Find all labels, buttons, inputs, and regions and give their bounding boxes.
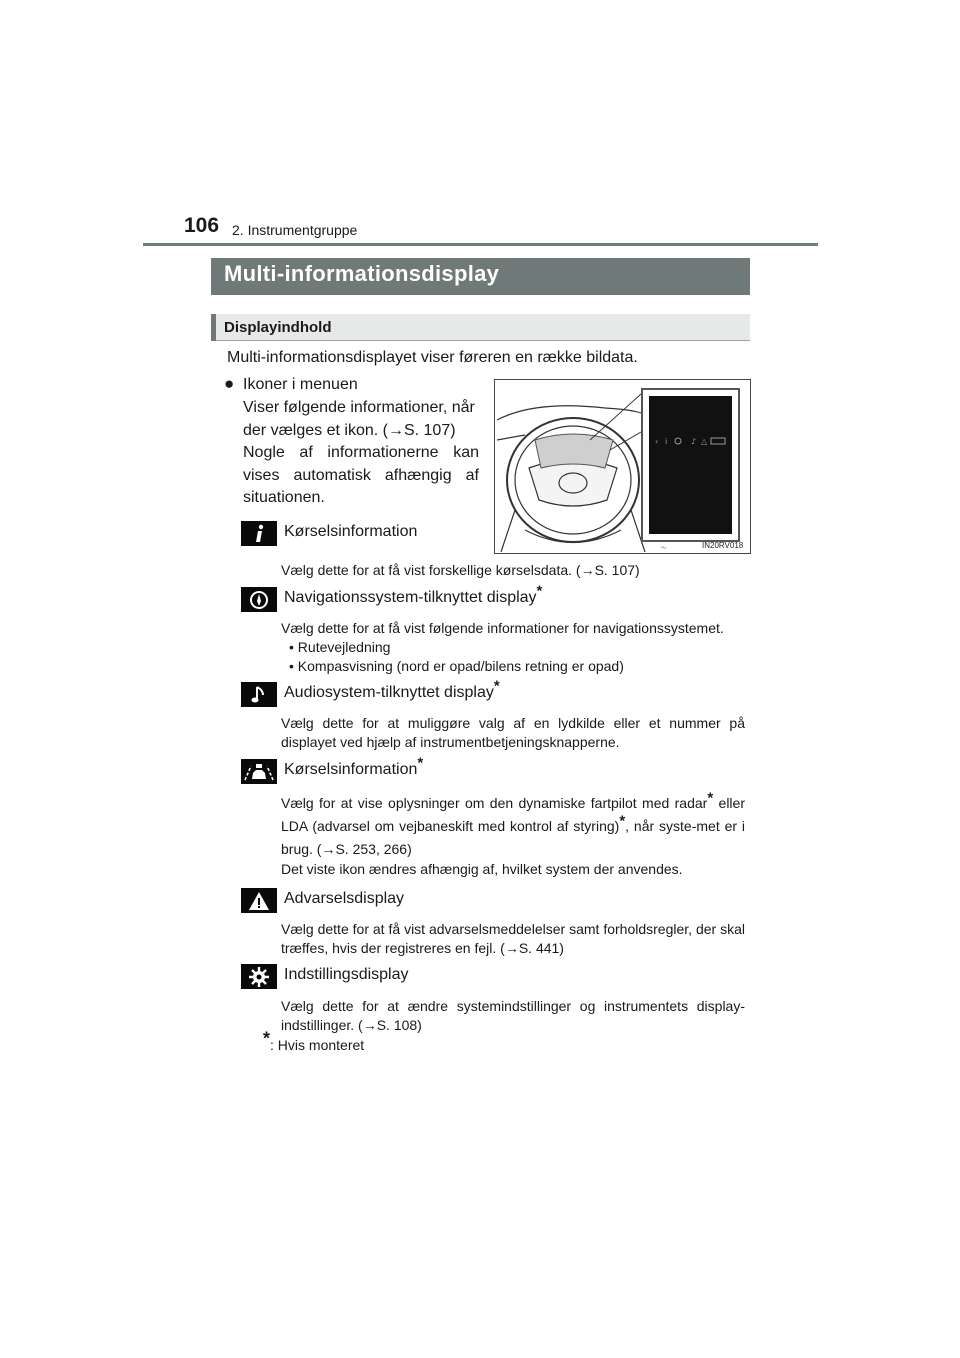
item-description: Vælg dette for at muliggøre valg af en lydkilde eller et nummer på displayet ved hjælp af instrumentbetjeningsknapperne. <box>281 715 745 750</box>
item-description: Vælg dette for at få vist forskellige kørselsdata. (→S. 107) <box>281 562 640 578</box>
footnote-star: * <box>417 754 424 772</box>
item-label: Advarselsdisplay <box>284 890 405 907</box>
display-menu-icons <box>649 396 732 534</box>
footnote-star: * <box>536 582 543 600</box>
item-description-text: Vælg for at vise oplysninger om den dynamiske fartpilot med radar <box>281 795 708 811</box>
item-label-text: Kørselsinformation <box>284 761 418 778</box>
bullet-desc-line: Nogle af informationerne kan <box>243 444 479 461</box>
sub-list <box>281 638 745 676</box>
item-label: Kørselsinformation <box>284 523 418 540</box>
bullet-marker: ● <box>224 374 235 393</box>
bullet-desc-line: vises automatisk afhængig af <box>243 466 479 484</box>
settings-gear-icon <box>241 964 277 989</box>
section-title: Multi-informationsdisplay <box>224 261 500 286</box>
footnote-star: * <box>619 812 626 830</box>
item-description <box>281 789 745 861</box>
item-label: Indstillingsdisplay <box>284 966 409 983</box>
footnote-star: * <box>493 677 500 695</box>
item-description <box>281 619 745 676</box>
item-label-text: Audiosystem-tilknyttet display <box>284 684 494 701</box>
footnote-star: * <box>263 1028 271 1049</box>
page-number: 106 <box>184 214 220 237</box>
item-label <box>284 677 500 702</box>
bullet-desc-line: Viser følgende informationer, når <box>243 399 475 416</box>
display-callout-frame <box>641 388 740 542</box>
display-screen <box>649 396 732 534</box>
item-label <box>284 582 543 607</box>
list-item: • Kompasvisning (nord er opad/bilens retning er opad) <box>289 658 624 674</box>
intro-paragraph: Multi-informationsdisplayet viser føreren en række bildata. <box>227 349 638 366</box>
header-divider <box>143 243 818 246</box>
bullet-desc-line: der vælges et ikon. (→S. 107) <box>243 421 456 439</box>
bullet-desc-line: situationen. <box>243 489 325 506</box>
item-label-text: Navigationssystem-tilknyttet display <box>284 589 537 606</box>
svg-text:‹: ‹ <box>655 437 659 446</box>
driving-assist-car-icon <box>241 759 277 784</box>
item-description-text: Vælg dette for at få vist følgende informationer for navigationssystemet. <box>281 620 724 636</box>
item-label <box>284 754 424 779</box>
svg-text:△: △ <box>701 437 708 446</box>
subsection-title: Displayindhold <box>224 319 332 336</box>
chapter-title: 2. Instrumentgruppe <box>232 222 358 238</box>
subsection-accent <box>211 314 216 341</box>
item-description-text: , når syste-met er i brug. (→S. 253, 266) <box>281 818 745 857</box>
bullet-title: Ikoner i menuen <box>243 376 358 393</box>
footnote <box>263 1028 365 1053</box>
illustration-code: IN20RV018 <box>702 541 744 550</box>
navigation-compass-icon <box>241 587 277 612</box>
bullet-description <box>243 397 479 510</box>
item-description: Vælg dette for at få vist advarselsmeddelelser samt forholdsregler, der skal træffes, hvis der registreres en fejl. (→S. 441) <box>281 921 745 956</box>
warning-triangle-icon <box>241 888 277 913</box>
svg-text:〜: 〜 <box>660 544 667 552</box>
svg-text:♪: ♪ <box>691 437 697 446</box>
item-description-secondary: Det viste ikon ændres afhængig af, hvilket system der anvendes. <box>281 861 683 877</box>
footnote-text: : Hvis monteret <box>270 1037 365 1053</box>
item-description: Vælg dette for at ændre systemindstillinger og instrumentets display-indstillinger. (→S. 108) <box>281 998 745 1033</box>
dashboard-illustration <box>494 379 751 554</box>
footnote-star: * <box>707 789 714 807</box>
info-i-icon <box>241 521 277 546</box>
svg-text:i: i <box>665 437 668 446</box>
music-note-icon <box>241 682 277 707</box>
list-item: • Rutevejledning <box>289 639 391 655</box>
item-description-text: eller LDA (advarsel om vejbaneskift med kontrol af styring) <box>281 795 745 834</box>
